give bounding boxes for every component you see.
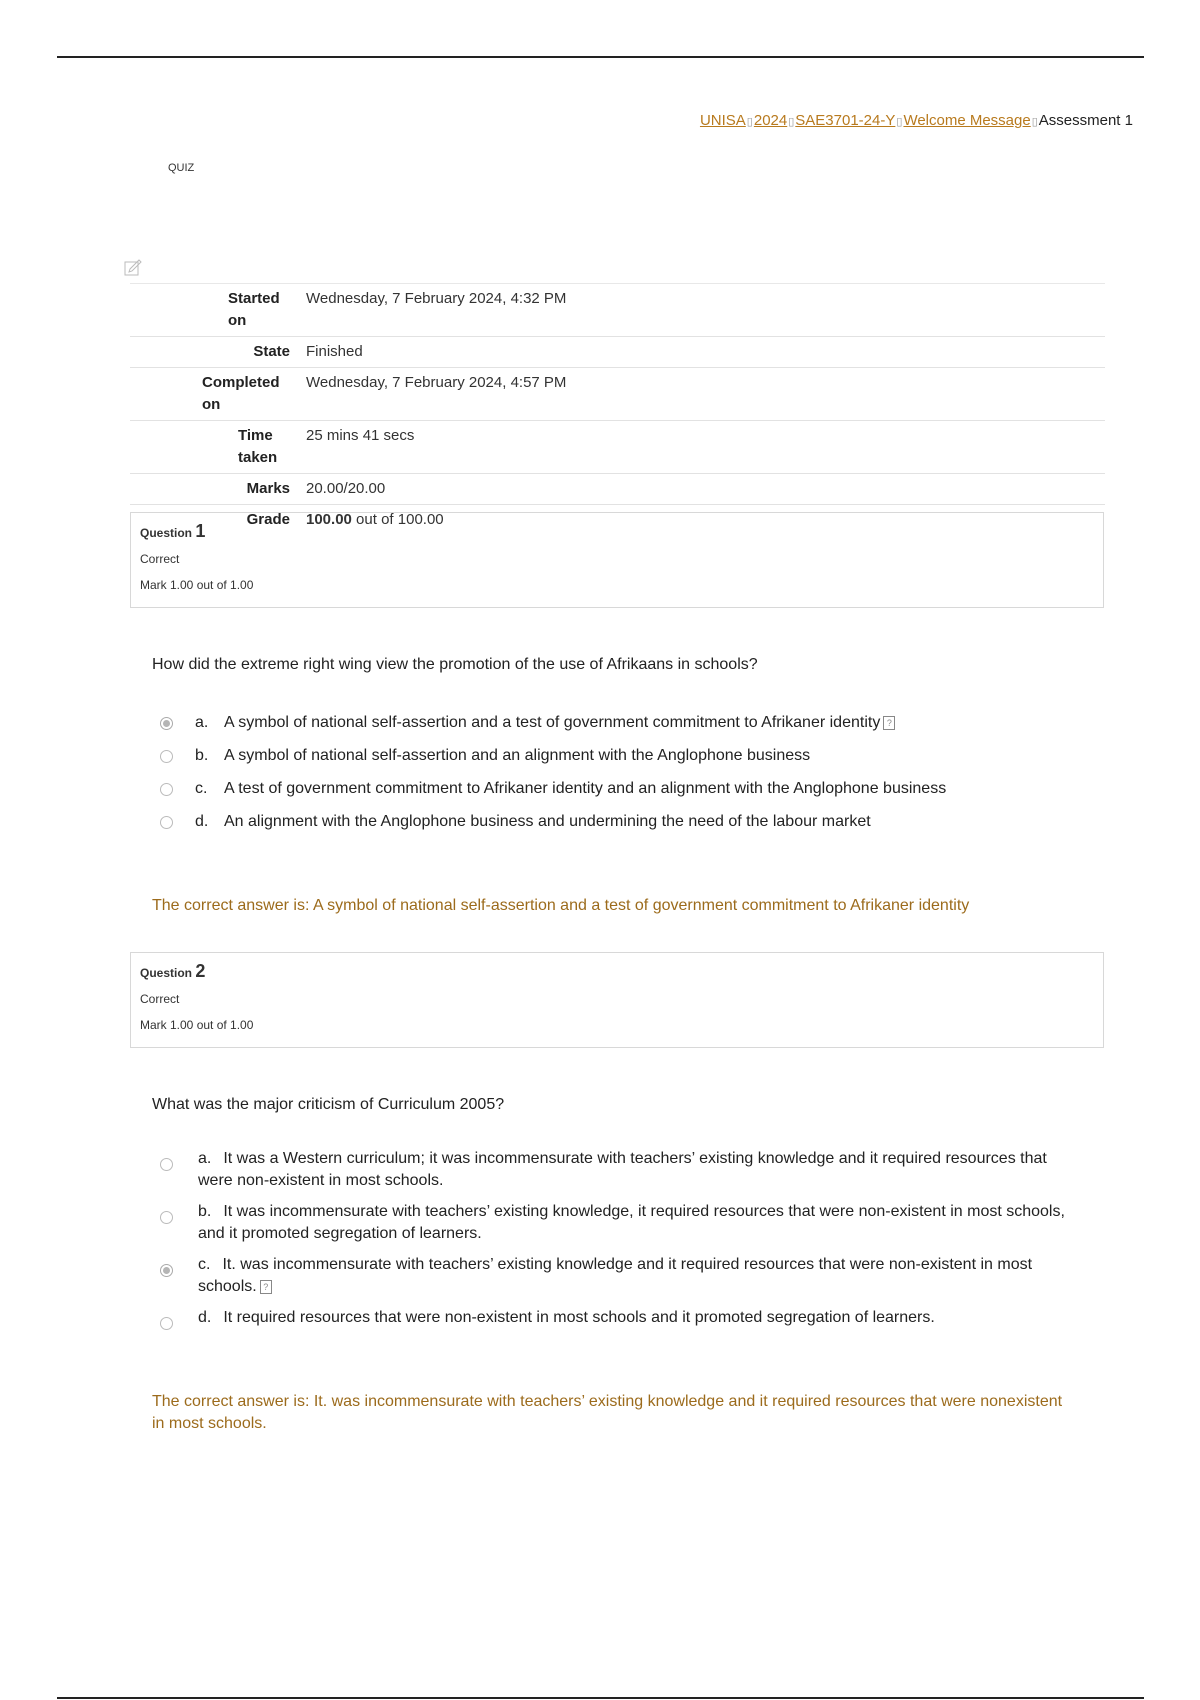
question-label: Question [140,526,193,540]
radio-icon[interactable] [160,783,173,796]
answer-option[interactable]: d. An alignment with the Anglophone business and undermining the need of the labour market [160,811,1080,844]
question-2-text: What was the major criticism of Curriculum 2005? [152,1096,505,1113]
breadcrumb-separator-icon: ▯ [746,116,753,128]
answer-option[interactable]: b. A symbol of national self-assertion and an alignment with the Anglophone business [160,745,1080,778]
question-label: Question [140,966,193,980]
completed-label: Completed on [202,374,280,413]
radio-checked-icon[interactable] [160,717,173,730]
radio-icon[interactable] [160,750,173,763]
summary-row-state [130,337,1105,368]
completed-value: Wednesday, 7 February 2024, 4:57 PM [306,374,567,391]
top-rule [57,56,1144,58]
radio-icon[interactable] [160,1317,173,1330]
answer-option[interactable]: c. A test of government commitment to Afrikaner identity and an alignment with the Anglophone business [160,778,1080,811]
answer-option[interactable]: a. A symbol of national self-assertion and a test of government commitment to Afrikaner identity ? [160,712,1080,745]
correct-mark-icon: ? [260,1280,272,1294]
question-2-info [130,952,1104,1048]
summary-row-started [130,284,1105,337]
marks-label: Marks [246,480,290,497]
grade-label: Grade [246,511,290,528]
state-value: Finished [306,343,363,360]
state-label: State [253,343,290,360]
question-grade: Mark 1.00 out of 1.00 [140,578,254,592]
question-grade: Mark 1.00 out of 1.00 [140,1018,254,1032]
started-label: Started on [228,290,280,329]
correct-mark-icon: ? [883,716,895,730]
breadcrumb-current: Assessment 1 [1038,112,1133,129]
question-number: 2 [195,961,206,981]
time-taken-label: Time taken [238,427,278,466]
grade-value: 100.00 out of 100.00 [306,511,444,528]
quiz-edit-icon [123,257,143,277]
breadcrumb-link-course[interactable]: SAE3701-24-Y [795,112,896,129]
summary-row-marks [130,474,1105,505]
breadcrumb-link-year[interactable]: 2024 [753,112,788,129]
question-1-text: How did the extreme right wing view the promotion of the use of Afrikaans in schools? [152,656,758,673]
radio-checked-icon[interactable] [160,1264,173,1277]
summary-row-time [130,421,1105,474]
breadcrumb-link-unisa[interactable]: UNISA [699,112,746,129]
answer-option[interactable]: c. It. was incommensurate with teachers’ existing knowledge and it required resources that were non-existent in most schools. ? [160,1254,1080,1307]
question-2-answers [160,1148,1080,1337]
question-1-info [130,512,1104,608]
question-state: Correct [140,552,180,566]
summary-row-completed [130,368,1105,421]
started-value: Wednesday, 7 February 2024, 4:32 PM [306,290,567,307]
breadcrumb-separator-icon: ▯ [896,116,903,128]
breadcrumb-link-welcome[interactable]: Welcome Message [903,112,1031,129]
breadcrumb-separator-icon: ▯ [1031,116,1038,128]
breadcrumb-separator-icon: ▯ [788,116,795,128]
question-1-answers [160,712,1080,844]
question-1-feedback: The correct answer is: A symbol of national self-assertion and a test of government commitment to Afrikaner identity [152,897,970,914]
page-type-label: QUIZ [168,162,195,174]
question-state: Correct [140,992,180,1006]
radio-icon[interactable] [160,816,173,829]
marks-value: 20.00/20.00 [306,480,386,497]
time-taken-value: 25 mins 41 secs [306,427,415,444]
radio-icon[interactable] [160,1211,173,1224]
question-number: 1 [195,521,206,541]
answer-option[interactable]: a. It was a Western curriculum; it was incommensurate with teachers’ existing knowledge and it required resources that were non-existent in most schools. [160,1148,1080,1201]
answer-option[interactable]: d. It required resources that were non-existent in most schools and it promoted segregation of learners. [160,1307,1080,1337]
breadcrumb [700,112,1133,129]
answer-option[interactable]: b. It was incommensurate with teachers’ existing knowledge, it required resources that were non-existent in most schools, and it promoted segregation of learners. [160,1201,1080,1254]
attempt-summary-table [130,283,1105,535]
bottom-rule [57,1697,1144,1699]
radio-icon[interactable] [160,1158,173,1171]
question-2-feedback: The correct answer is: It. was incommensurate with teachers’ existing knowledge and it required resources that were nonexistent in most schools. [152,1393,1063,1432]
